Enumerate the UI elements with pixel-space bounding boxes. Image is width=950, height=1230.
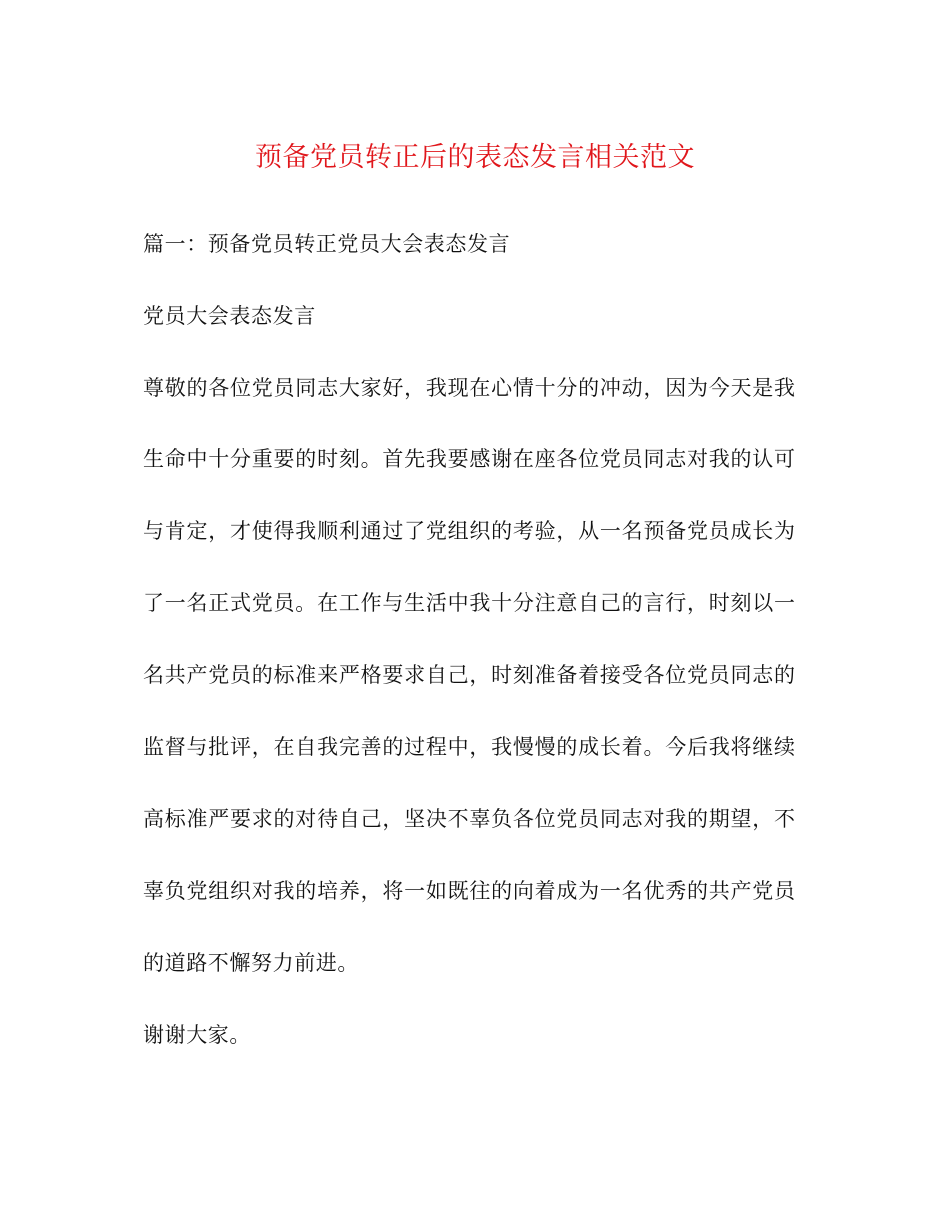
paragraph-line: 与肯定，才使得我顺利通过了党组织的考验，从一名预备党员成长为 [143,519,795,543]
section-heading: 篇一：预备党员转正党员大会表态发言 [143,232,511,256]
document-title: 预备党员转正后的表态发言相关范文 [255,142,695,173]
paragraph-line: 名共产党员的标准来严格要求自己，时刻准备着接受各位党员同志的 [143,663,795,687]
paragraph-line: 尊敬的各位党员同志大家好，我现在心情十分的冲动，因为今天是我 [143,376,795,400]
paragraph-line: 的道路不懈努力前进。 [143,951,359,975]
paragraph-line: 辜负党组织对我的培养，将一如既往的向着成为一名优秀的共产党员 [143,879,795,903]
paragraph-line: 了一名正式党员。在工作与生活中我十分注意自己的言行，时刻以一 [143,591,795,615]
paragraph-line: 高标准严要求的对待自己，坚决不辜负各位党员同志对我的期望，不 [143,807,795,831]
paragraph-line: 监督与批评，在自我完善的过程中，我慢慢的成长着。今后我将继续 [143,735,795,759]
closing-line: 谢谢大家。 [143,1023,251,1047]
subheading: 党员大会表态发言 [143,304,316,328]
paragraph-line: 生命中十分重要的时刻。首先我要感谢在座各位党员同志对我的认可 [143,447,795,471]
